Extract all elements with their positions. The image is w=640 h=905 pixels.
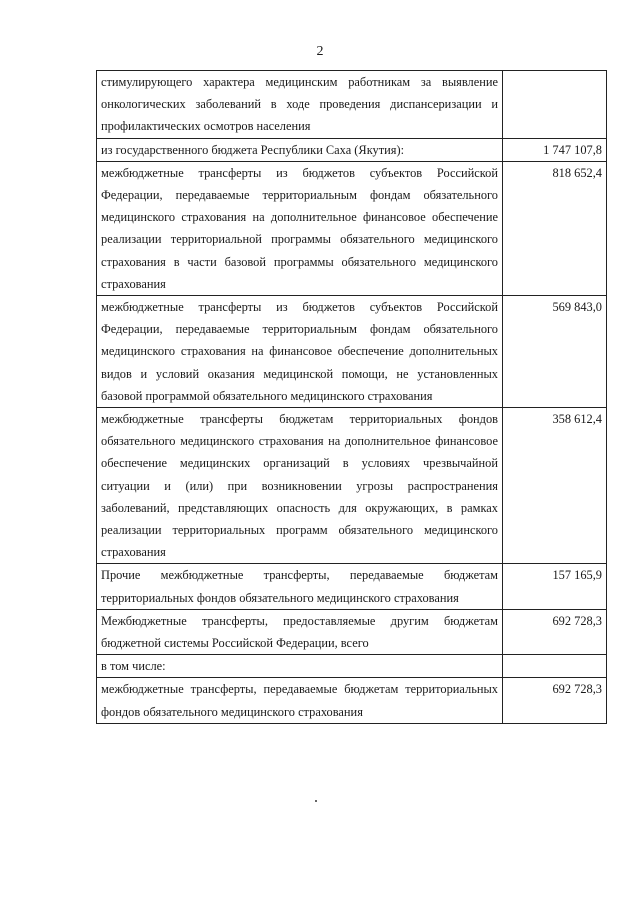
table-row [97,678,607,723]
table-row [97,296,607,408]
row-amount: 692 728,3 [503,678,607,723]
row-description: межбюджетные трансферты из бюджетов субъектов Российской Федерации, передаваемые территориальным фондам обязательного медицинского страхования на дополнительное финансовое обеспечение реализации территориальной программы обязательного медицинского страхования в части базовой программы обязательного медицинского страхования [97,161,503,295]
row-description: в том числе: [97,655,503,678]
table-row [97,408,607,564]
row-amount [503,655,607,678]
table-row [97,161,607,295]
budget-table [96,70,607,724]
row-amount [503,71,607,139]
row-amount: 818 652,4 [503,161,607,295]
row-amount: 358 612,4 [503,408,607,564]
scan-speck [315,800,317,802]
row-description: Прочие межбюджетные трансферты, передаваемые бюджетам территориальных фондов обязательного медицинского страхования [97,564,503,609]
row-description: из государственного бюджета Республики Саха (Якутия): [97,138,503,161]
row-description: межбюджетные трансферты из бюджетов субъектов Российской Федерации, передаваемые территориальным фондам обязательного медицинского страхования на финансовое обеспечение дополнительных видов и условий оказания медицинской помощи, не установленных базовой программой обязательного медицинского страхования [97,296,503,408]
row-amount: 692 728,3 [503,609,607,654]
row-description: Межбюджетные трансферты, предоставляемые другим бюджетам бюджетной системы Российской Федерации, всего [97,609,503,654]
row-description: межбюджетные трансферты бюджетам территориальных фондов обязательного медицинского страхования на дополнительное финансовое обеспечение медицинских организаций в условиях чрезвычайной ситуации и (или) при возникновении угрозы распространения заболеваний, представляющих опасность для окружающих, в рамках реализации территориальных программ обязательного медицинского страхования [97,408,503,564]
table-row [97,71,607,139]
table-row [97,564,607,609]
table-row [97,655,607,678]
row-amount: 157 165,9 [503,564,607,609]
table-row [97,138,607,161]
row-description: межбюджетные трансферты, передаваемые бюджетам территориальных фондов обязательного медицинского страхования [97,678,503,723]
row-description: стимулирующего характера медицинским работникам за выявление онкологических заболеваний в ходе проведения диспансеризации и профилактических осмотров населения [97,71,503,139]
row-amount: 1 747 107,8 [503,138,607,161]
table-row [97,609,607,654]
row-amount: 569 843,0 [503,296,607,408]
page-number: 2 [316,44,324,59]
